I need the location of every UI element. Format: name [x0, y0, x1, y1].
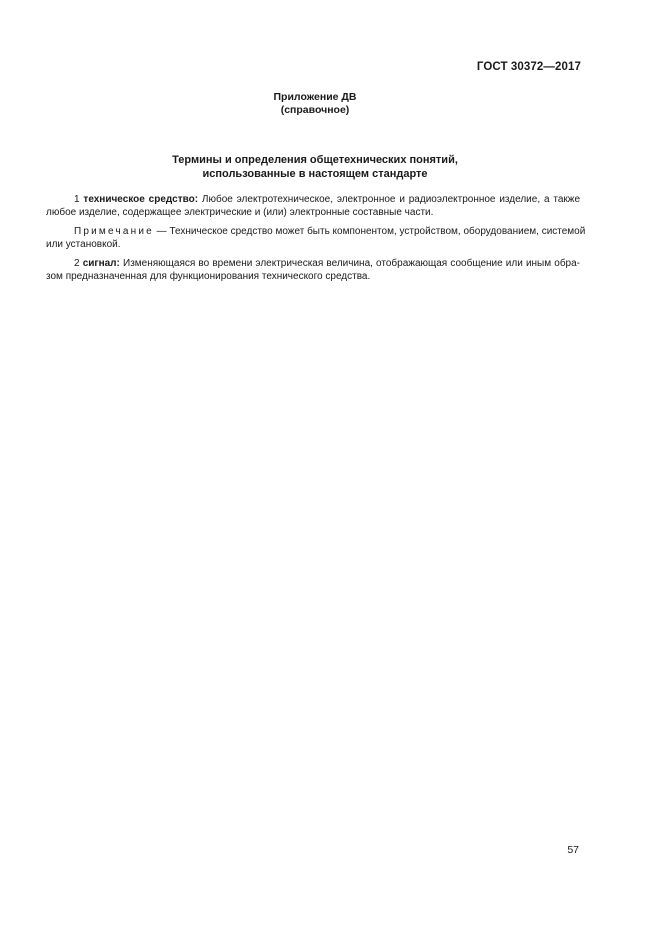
- annex-title: Приложение ДВ: [273, 91, 357, 103]
- annex-subtitle: (справочное): [280, 104, 350, 116]
- definition-text: Любое электротехническое, электронное и радиоэлектронное изделие, а также: [201, 194, 581, 205]
- definition-line: любое изделие, содержащее электрические и (или) электронные составные части.: [46, 207, 434, 218]
- entry-number: 1: [74, 194, 80, 205]
- annex-heading: [0, 91, 630, 117]
- page-number: 57: [567, 844, 579, 856]
- note-line: [46, 225, 586, 238]
- entry-number: 2: [74, 258, 80, 269]
- section-title-line-1: Термины и определения общетехнических понятий,: [172, 154, 458, 166]
- document-code: ГОСТ 30372—2017: [476, 61, 581, 73]
- definition-entry: [46, 257, 580, 283]
- term-label: техническое средство:: [83, 194, 199, 205]
- definition-line: зом предназначенная для функционирования технического средства.: [46, 271, 371, 282]
- note-entry: [46, 225, 586, 251]
- section-title-line-2: использованные в настоящем стандарте: [202, 168, 428, 180]
- note-label: Примечание: [74, 226, 154, 237]
- note-text: — Техническое средство может быть компонентом, устройством, оборудованием, системой: [156, 226, 586, 237]
- definitions-body: [46, 193, 586, 289]
- term-label: сигнал:: [82, 258, 120, 269]
- definition-line: [46, 257, 580, 270]
- note-line: или установкой.: [46, 239, 121, 250]
- definition-line: [46, 193, 580, 206]
- definition-entry: [46, 193, 580, 219]
- definition-text: Изменяющаяся во времени электрическая величина, отображающая сообщение или иным обра-: [123, 258, 581, 269]
- section-title: [0, 153, 630, 181]
